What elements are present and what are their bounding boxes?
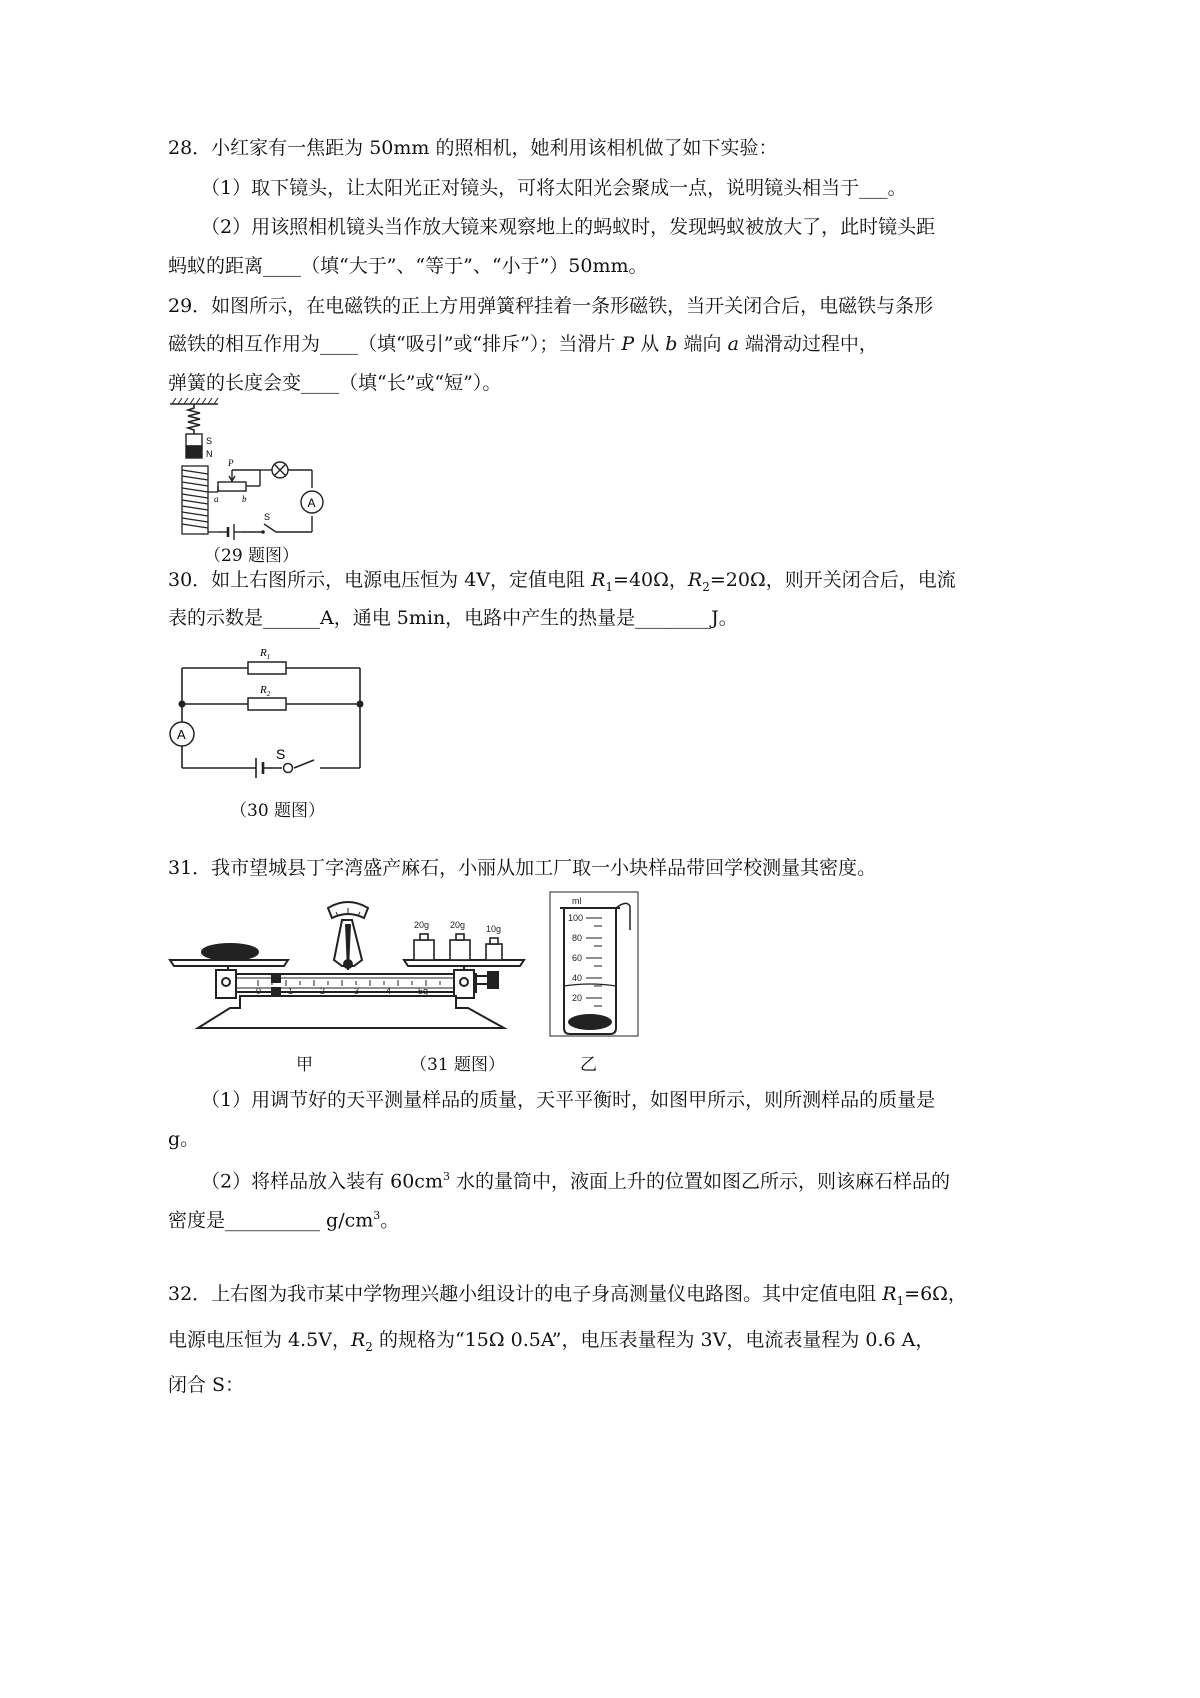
q30-switch-label: S	[276, 746, 286, 762]
weight-20g-a-label: 20g	[414, 920, 430, 930]
q30-line1	[168, 568, 956, 599]
q31-part1-line1: （1）用调节好的天平测量样品的质量，天平平衡时，如图甲所示，则所测样品的质量是	[201, 1089, 936, 1111]
rheostat-a-label: a	[214, 494, 219, 504]
q31-part2-sup-b: 3	[373, 1209, 381, 1222]
q30-r2: R	[687, 569, 703, 591]
q30-line2: 表的示数是______A，通电 5min，电路中产生的热量是________J。	[168, 607, 738, 629]
q31-caption-left: 甲	[296, 1055, 313, 1075]
q28-stem: 28．小红家有一焦距为 50mm 的照相机，她利用该相机做了如下实验：	[168, 137, 778, 159]
q31-part2-line1	[201, 1165, 950, 1193]
q32-line1	[168, 1282, 967, 1313]
weight-20g-b-label: 20g	[450, 920, 466, 930]
q31-stem: 31．我市望城县丁字湾盛产麻石，小丽从加工厂取一小块样品带回学校测量其密度。	[168, 857, 877, 879]
q30-r2-sub: 2	[702, 579, 710, 594]
q29-line3: 弹簧的长度会变____（填“长”或“短”）。	[168, 372, 502, 394]
q30-ammeter-label: A	[177, 727, 186, 742]
q30-line1-text-c: =20Ω，则开关闭合后，电流	[709, 569, 956, 591]
q29-figure	[168, 396, 338, 546]
beam-tick-4: 4	[386, 986, 392, 996]
q30-line1-text-b: =40Ω，	[613, 569, 688, 591]
rheostat-b-label: b	[242, 494, 247, 504]
beam-tick-0: 0	[256, 986, 262, 996]
q29-var-p: P	[621, 333, 635, 355]
q30-figure	[168, 638, 368, 780]
q32-line3: 闭合 S：	[168, 1374, 245, 1396]
bar-magnet-n	[186, 446, 202, 458]
q32-line1-text-a: 32．上右图为我市某中学物理兴趣小组设计的电子身高测量仪电路图。其中定值电阻	[168, 1283, 883, 1305]
q29-line1: 29．如图所示，在电磁铁的正上方用弹簧秤挂着一条形磁铁，当开关闭合后，电磁铁与条形	[168, 295, 934, 317]
ammeter-icon	[301, 491, 323, 513]
q30-caption: （30 题图）	[230, 801, 326, 821]
q32-r2: R	[350, 1329, 366, 1351]
cylinder-60: 60	[572, 953, 583, 963]
q31-caption-mid: （31 题图）	[410, 1055, 506, 1075]
beam-tick-5: 5g	[418, 986, 429, 996]
q30-r1-sub: 1	[605, 579, 614, 594]
stone-sample	[202, 944, 258, 960]
q32-line1-text-b: =6Ω，	[904, 1283, 967, 1305]
cylinder-20: 20	[572, 993, 583, 1003]
q31-part2-text-b: 水的量筒中，液面上升的位置如图乙所示，则该麻石样品的	[449, 1170, 951, 1193]
q31-part2-text-a: （2）将样品放入装有 60cm	[201, 1170, 443, 1193]
q31-cylinder-figure	[546, 890, 642, 1040]
beam-tick-2: 2	[320, 986, 326, 996]
q31-part2-sup-a: 3	[442, 1170, 450, 1183]
q30-r1: R	[591, 569, 606, 591]
r2-label: $R_2$	[260, 684, 271, 698]
q32-r1-sub: 1	[896, 1293, 905, 1308]
resistor-r2	[248, 698, 286, 710]
switch-s-label: S	[264, 512, 271, 522]
q32-line2-text-b: 的规格为“15Ω 0.5A”，电压表量程为 3V，电流表量程为 0.6 A，	[372, 1329, 935, 1351]
q29-caption: （29 题图）	[204, 546, 300, 566]
q31-balance-figure	[168, 890, 530, 1040]
resistor-r1	[248, 662, 286, 674]
weight-10g-label: 10g	[486, 924, 502, 934]
rheostat	[218, 482, 246, 491]
q31-part2-text-c: 密度是__________ g/cm	[168, 1209, 374, 1232]
ammeter-label: A	[307, 496, 316, 510]
q28-part1: （1）取下镜头，让太阳光正对镜头，可将太阳光会聚成一点，说明镜头相当于___。	[201, 177, 907, 199]
beam-tick-1: 1	[288, 986, 294, 996]
stone-in-cylinder	[568, 1014, 612, 1030]
bar-magnet-s	[186, 434, 202, 446]
q30-line1-text-a: 30．如上右图所示，电源电压恒为 4V，定值电阻	[168, 569, 592, 591]
weight-20g-b	[450, 920, 470, 960]
q31-part2-line2	[168, 1204, 399, 1232]
q31-caption-right: 乙	[580, 1055, 597, 1075]
magnet-n-label: N	[206, 449, 213, 459]
q29-var-b: b	[665, 333, 678, 355]
beam-tick-3: 3	[354, 986, 360, 996]
q31-part2-text-d: 。	[380, 1209, 400, 1232]
q29-line2-text-b: 从	[634, 333, 666, 355]
electromagnet-coil	[182, 466, 218, 534]
ammeter-icon	[170, 722, 194, 746]
q32-r2-sub: 2	[365, 1339, 373, 1354]
q29-line2-text-a: 磁铁的相互作用为____（填“吸引”或“排斥”）；当滑片	[168, 333, 622, 355]
cylinder-100: 100	[568, 913, 584, 923]
q32-r1: R	[882, 1283, 897, 1305]
cylinder-80: 80	[572, 933, 583, 943]
q32-line2-text-a: 电源电压恒为 4.5V，	[168, 1329, 351, 1351]
q28-part2-line1: （2）用该照相机镜头当作放大镜来观察地上的蚂蚁时，发现蚂蚁被放大了，此时镜头距	[201, 216, 936, 238]
q29-line2-text-c: 端向	[677, 333, 728, 355]
lamp-icon	[272, 462, 288, 478]
cylinder-40: 40	[572, 973, 583, 983]
q32-line2	[168, 1328, 934, 1359]
magnet-s-label: S	[206, 436, 213, 446]
q28-part2-line2: 蚂蚁的距离____（填“大于”、“等于”、“小于”）50mm。	[168, 255, 648, 277]
weight-20g-a	[414, 920, 434, 960]
q29-line2	[168, 332, 878, 356]
weight-10g	[486, 924, 502, 960]
slider-p-label: P	[228, 458, 234, 468]
r1-label: $R_1$	[260, 647, 271, 661]
q31-part1-line2: g。	[168, 1128, 200, 1150]
q29-line2-text-d: 端滑动过程中，	[738, 333, 878, 355]
cylinder-unit: ml	[572, 896, 582, 906]
q29-var-a: a	[727, 333, 739, 355]
